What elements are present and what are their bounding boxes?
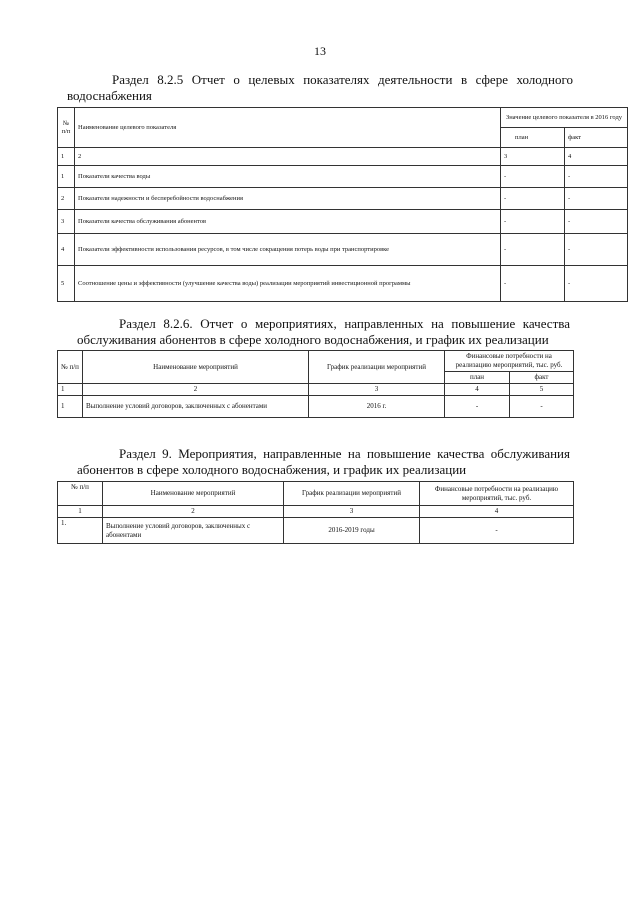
header-value: Значение целевого показателя в 2016 году bbox=[501, 108, 628, 128]
table-row bbox=[58, 188, 628, 210]
row-plan: - bbox=[501, 234, 565, 266]
header-schedule: График реализации мероприятий bbox=[284, 482, 420, 506]
row-name: Показатели надежности и бесперебойности водоснабжения bbox=[75, 188, 501, 210]
table-row bbox=[58, 266, 628, 302]
col-number: 1 bbox=[58, 384, 83, 396]
table-header-row bbox=[58, 482, 574, 506]
table-row bbox=[58, 396, 574, 418]
col-number: 3 bbox=[309, 384, 445, 396]
header-plan: план bbox=[501, 128, 565, 148]
row-finance: - bbox=[420, 518, 574, 544]
header-name: Наименование целевого показателя bbox=[75, 108, 501, 148]
row-name: Показатели качества воды bbox=[75, 166, 501, 188]
col-number: 1 bbox=[58, 148, 75, 166]
row-plan: - bbox=[501, 266, 565, 302]
row-schedule: 2016 г. bbox=[309, 396, 445, 418]
row-num: 5 bbox=[58, 266, 75, 302]
page-number: 13 bbox=[314, 44, 326, 58]
col-number: 4 bbox=[420, 506, 574, 518]
header-fact: факт bbox=[510, 372, 574, 384]
row-plan: - bbox=[501, 188, 565, 210]
section-9-table bbox=[57, 481, 574, 544]
section-825-table bbox=[57, 107, 628, 302]
row-name: Показатели эффективности использования ресурсов, в том числе сокращения потерь воды при транспортировке bbox=[75, 234, 501, 266]
table-row bbox=[58, 166, 628, 188]
col-number: 3 bbox=[284, 506, 420, 518]
col-number: 4 bbox=[565, 148, 628, 166]
table-row bbox=[58, 210, 628, 234]
row-fact: - bbox=[565, 166, 628, 188]
column-number-row bbox=[58, 384, 574, 396]
header-num: № п/п bbox=[58, 482, 103, 506]
col-number: 2 bbox=[83, 384, 309, 396]
col-number: 3 bbox=[501, 148, 565, 166]
row-name: Соотношение цены и эффективности (улучшение качества воды) реализации мероприятий инвестиционной программы bbox=[75, 266, 501, 302]
header-schedule: График реализации мероприятий bbox=[309, 351, 445, 384]
row-plan: - bbox=[445, 396, 510, 418]
row-plan: - bbox=[501, 210, 565, 234]
col-number: 1 bbox=[58, 506, 103, 518]
row-num: 2 bbox=[58, 188, 75, 210]
header-fact: факт bbox=[565, 128, 628, 148]
table-row bbox=[58, 518, 574, 544]
header-name: Наименование мероприятий bbox=[103, 482, 284, 506]
row-num: 4 bbox=[58, 234, 75, 266]
table-header-row bbox=[58, 108, 628, 128]
row-fact: - bbox=[565, 234, 628, 266]
table-header-row bbox=[58, 351, 574, 372]
section-826-table bbox=[57, 350, 574, 418]
col-number: 5 bbox=[510, 384, 574, 396]
row-num: 3 bbox=[58, 210, 75, 234]
row-num: 1 bbox=[58, 396, 83, 418]
col-number: 2 bbox=[103, 506, 284, 518]
row-name: Выполнение условий договоров, заключенных с абонентами bbox=[103, 518, 284, 544]
row-plan: - bbox=[501, 166, 565, 188]
row-fact: - bbox=[565, 266, 628, 302]
row-num: 1 bbox=[58, 166, 75, 188]
column-number-row bbox=[58, 506, 574, 518]
header-finance: Финансовые потребности на реализацию мероприятий, тыс. руб. bbox=[420, 482, 574, 506]
row-fact: - bbox=[565, 210, 628, 234]
section-825-heading: Раздел 8.2.5 Отчет о целевых показателях деятельности в сфере холодного водоснабжения bbox=[67, 72, 573, 103]
row-fact: - bbox=[510, 396, 574, 418]
header-finance: Финансовые потребности на реализацию мероприятий, тыс. руб. bbox=[445, 351, 574, 372]
row-name: Выполнение условий договоров, заключенных с абонентами bbox=[83, 396, 309, 418]
header-num: № п/п bbox=[58, 351, 83, 384]
col-number: 2 bbox=[75, 148, 501, 166]
col-number: 4 bbox=[445, 384, 510, 396]
row-fact: - bbox=[565, 188, 628, 210]
table-row bbox=[58, 234, 628, 266]
header-num: № п/п bbox=[58, 108, 75, 148]
header-plan: план bbox=[445, 372, 510, 384]
section-826-heading: Раздел 8.2.6. Отчет о мероприятиях, направленных на повышение качества обслуживания абонентов в сфере холодного водоснабжения, и график их реализации bbox=[77, 316, 570, 347]
header-name: Наименование мероприятий bbox=[83, 351, 309, 384]
row-num: 1. bbox=[58, 518, 103, 544]
row-schedule: 2016-2019 годы bbox=[284, 518, 420, 544]
column-number-row bbox=[58, 148, 628, 166]
row-name: Показатели качества обслуживания абонентов bbox=[75, 210, 501, 234]
section-9-heading: Раздел 9. Мероприятия, направленные на повышение качества обслуживания абонентов в сфере холодного водоснабжения, и график их реализации bbox=[77, 446, 570, 477]
